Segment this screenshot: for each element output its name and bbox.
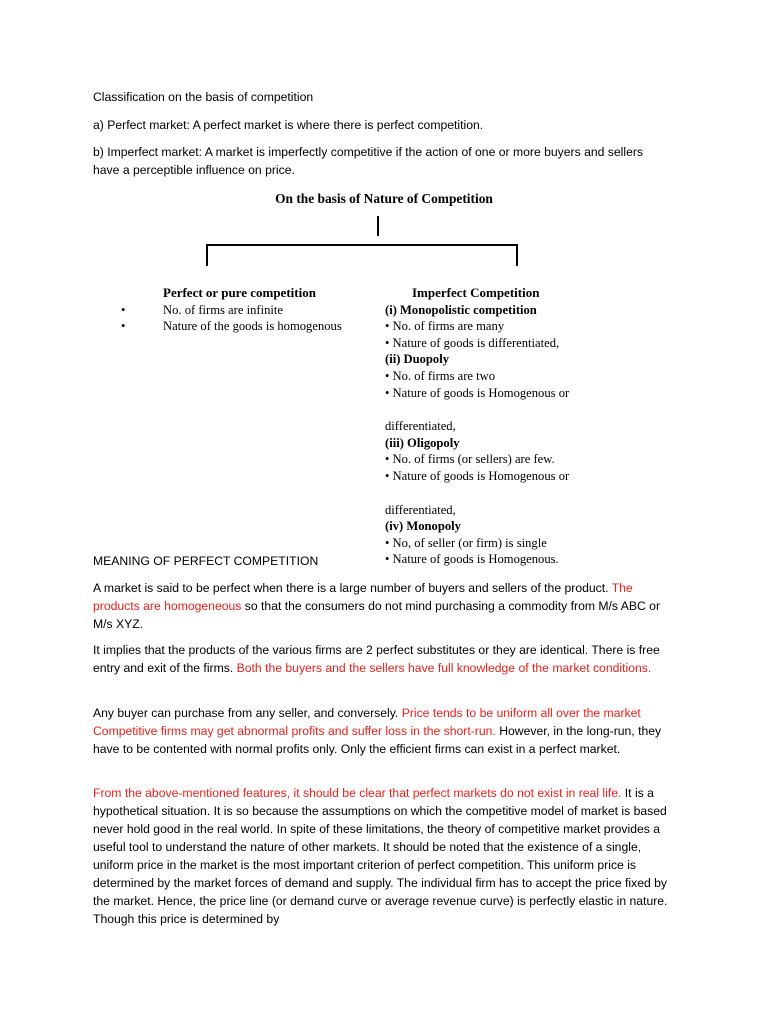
imperfect-line: (iv) Monopoly xyxy=(385,519,461,534)
imperfect-line: • No. of firms are many xyxy=(385,319,505,334)
meaning-paragraph-2: It implies that the products of the various firms are 2 perfect substitutes or they are identical. There is free entry and exit of the firms. Both the buyers and the sellers have full knowledge of the market conditions. xyxy=(93,643,660,675)
perfect-point-text: No. of firms are infinite xyxy=(163,302,283,317)
meaning-paragraph-3: Any buyer can purchase from any seller, and conversely. Price tends to be uniform all over the market Competitive firms may get abnormal profits and suffer loss in the short-run. However, in the long-run, they have to be contented with normal profits only. Only the efficient firms can exist in a perfect market. xyxy=(93,706,662,756)
section-heading: Classification on the basis of competition xyxy=(93,90,314,104)
imperfect-line-gap xyxy=(385,401,615,418)
highlight-text: Both the buyers and the sellers have full knowledge of the market conditions. xyxy=(236,661,652,675)
imperfect-line: (iii) Oligopoly xyxy=(385,435,460,450)
imperfect-line: • Nature of goods is Homogenous or xyxy=(385,468,570,483)
imperfect-line-gap xyxy=(385,485,615,502)
highlight-text: From the above-mentioned features, it should be clear that perfect markets do not exist in real life. xyxy=(93,786,622,800)
imperfect-line: • No. of firms (or sellers) are few. xyxy=(385,452,555,467)
diagram-title: On the basis of Nature of Competition xyxy=(275,191,493,206)
imperfect-competition-heading: Imperfect Competition xyxy=(412,285,540,300)
highlight-text: The products are homogeneous xyxy=(93,581,633,613)
imperfect-line: • Nature of goods is Homogenous or xyxy=(385,385,570,400)
perfect-competition-column xyxy=(121,285,373,335)
imperfect-line: differentiated, xyxy=(385,419,456,434)
imperfect-line: • No, of seller (or firm) is single xyxy=(385,535,547,550)
diagram-right-drop xyxy=(516,244,518,266)
imperfect-market-definition: b) Imperfect market: A market is imperfectly competitive if the action of one or more buyers and sellers have a perceptible influence on price. xyxy=(93,145,644,177)
meaning-paragraph-1: A market is said to be perfect when there is a large number of buyers and sellers of the product. The products are homogeneous so that the consumers do not mind purchasing a commodity from M/s ABC or M/s XYZ. xyxy=(93,581,661,631)
diagram-stem-line xyxy=(377,216,379,236)
highlight-text: Price tends to be uniform all over the market Competitive firms may get abnormal profits and suffer loss in the short-run. xyxy=(93,706,641,738)
meaning-paragraph-4: From the above-mentioned features, it should be clear that perfect markets do not exist in real life. It is a hypothetical situation. It is so because the assumptions on which the competitive model of market is based never hold good in the real world. In spite of these limitations, the theory of competitive market provides a useful tool to understand the nature of other markets. It should be noted that the existence of a single, uniform price in the market is the most important criterion of perfect competition. This uniform price is determined by the market forces of demand and supply. The individual firm has to accept the price fixed by the market. Hence, the price line (or demand curve or average revenue curve) is perfectly elastic in nature. Though this price is determined by xyxy=(93,786,668,926)
imperfect-line: differentiated, xyxy=(385,502,456,517)
meaning-heading: MEANING OF PERFECT COMPETITION xyxy=(93,554,319,568)
perfect-competition-heading: Perfect or pure competition xyxy=(163,285,316,300)
diagram-left-drop xyxy=(206,244,208,266)
perfect-point: • No. of firms are infinite xyxy=(121,302,283,317)
imperfect-line: (ii) Duopoly xyxy=(385,352,450,367)
imperfect-line: (i) Monopolistic competition xyxy=(385,302,537,317)
imperfect-line: • Nature of goods is differentiated, xyxy=(385,335,560,350)
imperfect-line: • No. of firms are two xyxy=(385,368,496,383)
perfect-point: • Nature of the goods is homogenous xyxy=(121,319,342,334)
perfect-point-text: Nature of the goods is homogenous xyxy=(163,319,342,334)
perfect-market-definition: a) Perfect market: A perfect market is where there is perfect competition. xyxy=(93,118,484,132)
imperfect-competition-column xyxy=(385,285,615,568)
imperfect-line: • Nature of goods is Homogenous. xyxy=(385,552,559,567)
diagram-branch-line xyxy=(206,244,518,246)
